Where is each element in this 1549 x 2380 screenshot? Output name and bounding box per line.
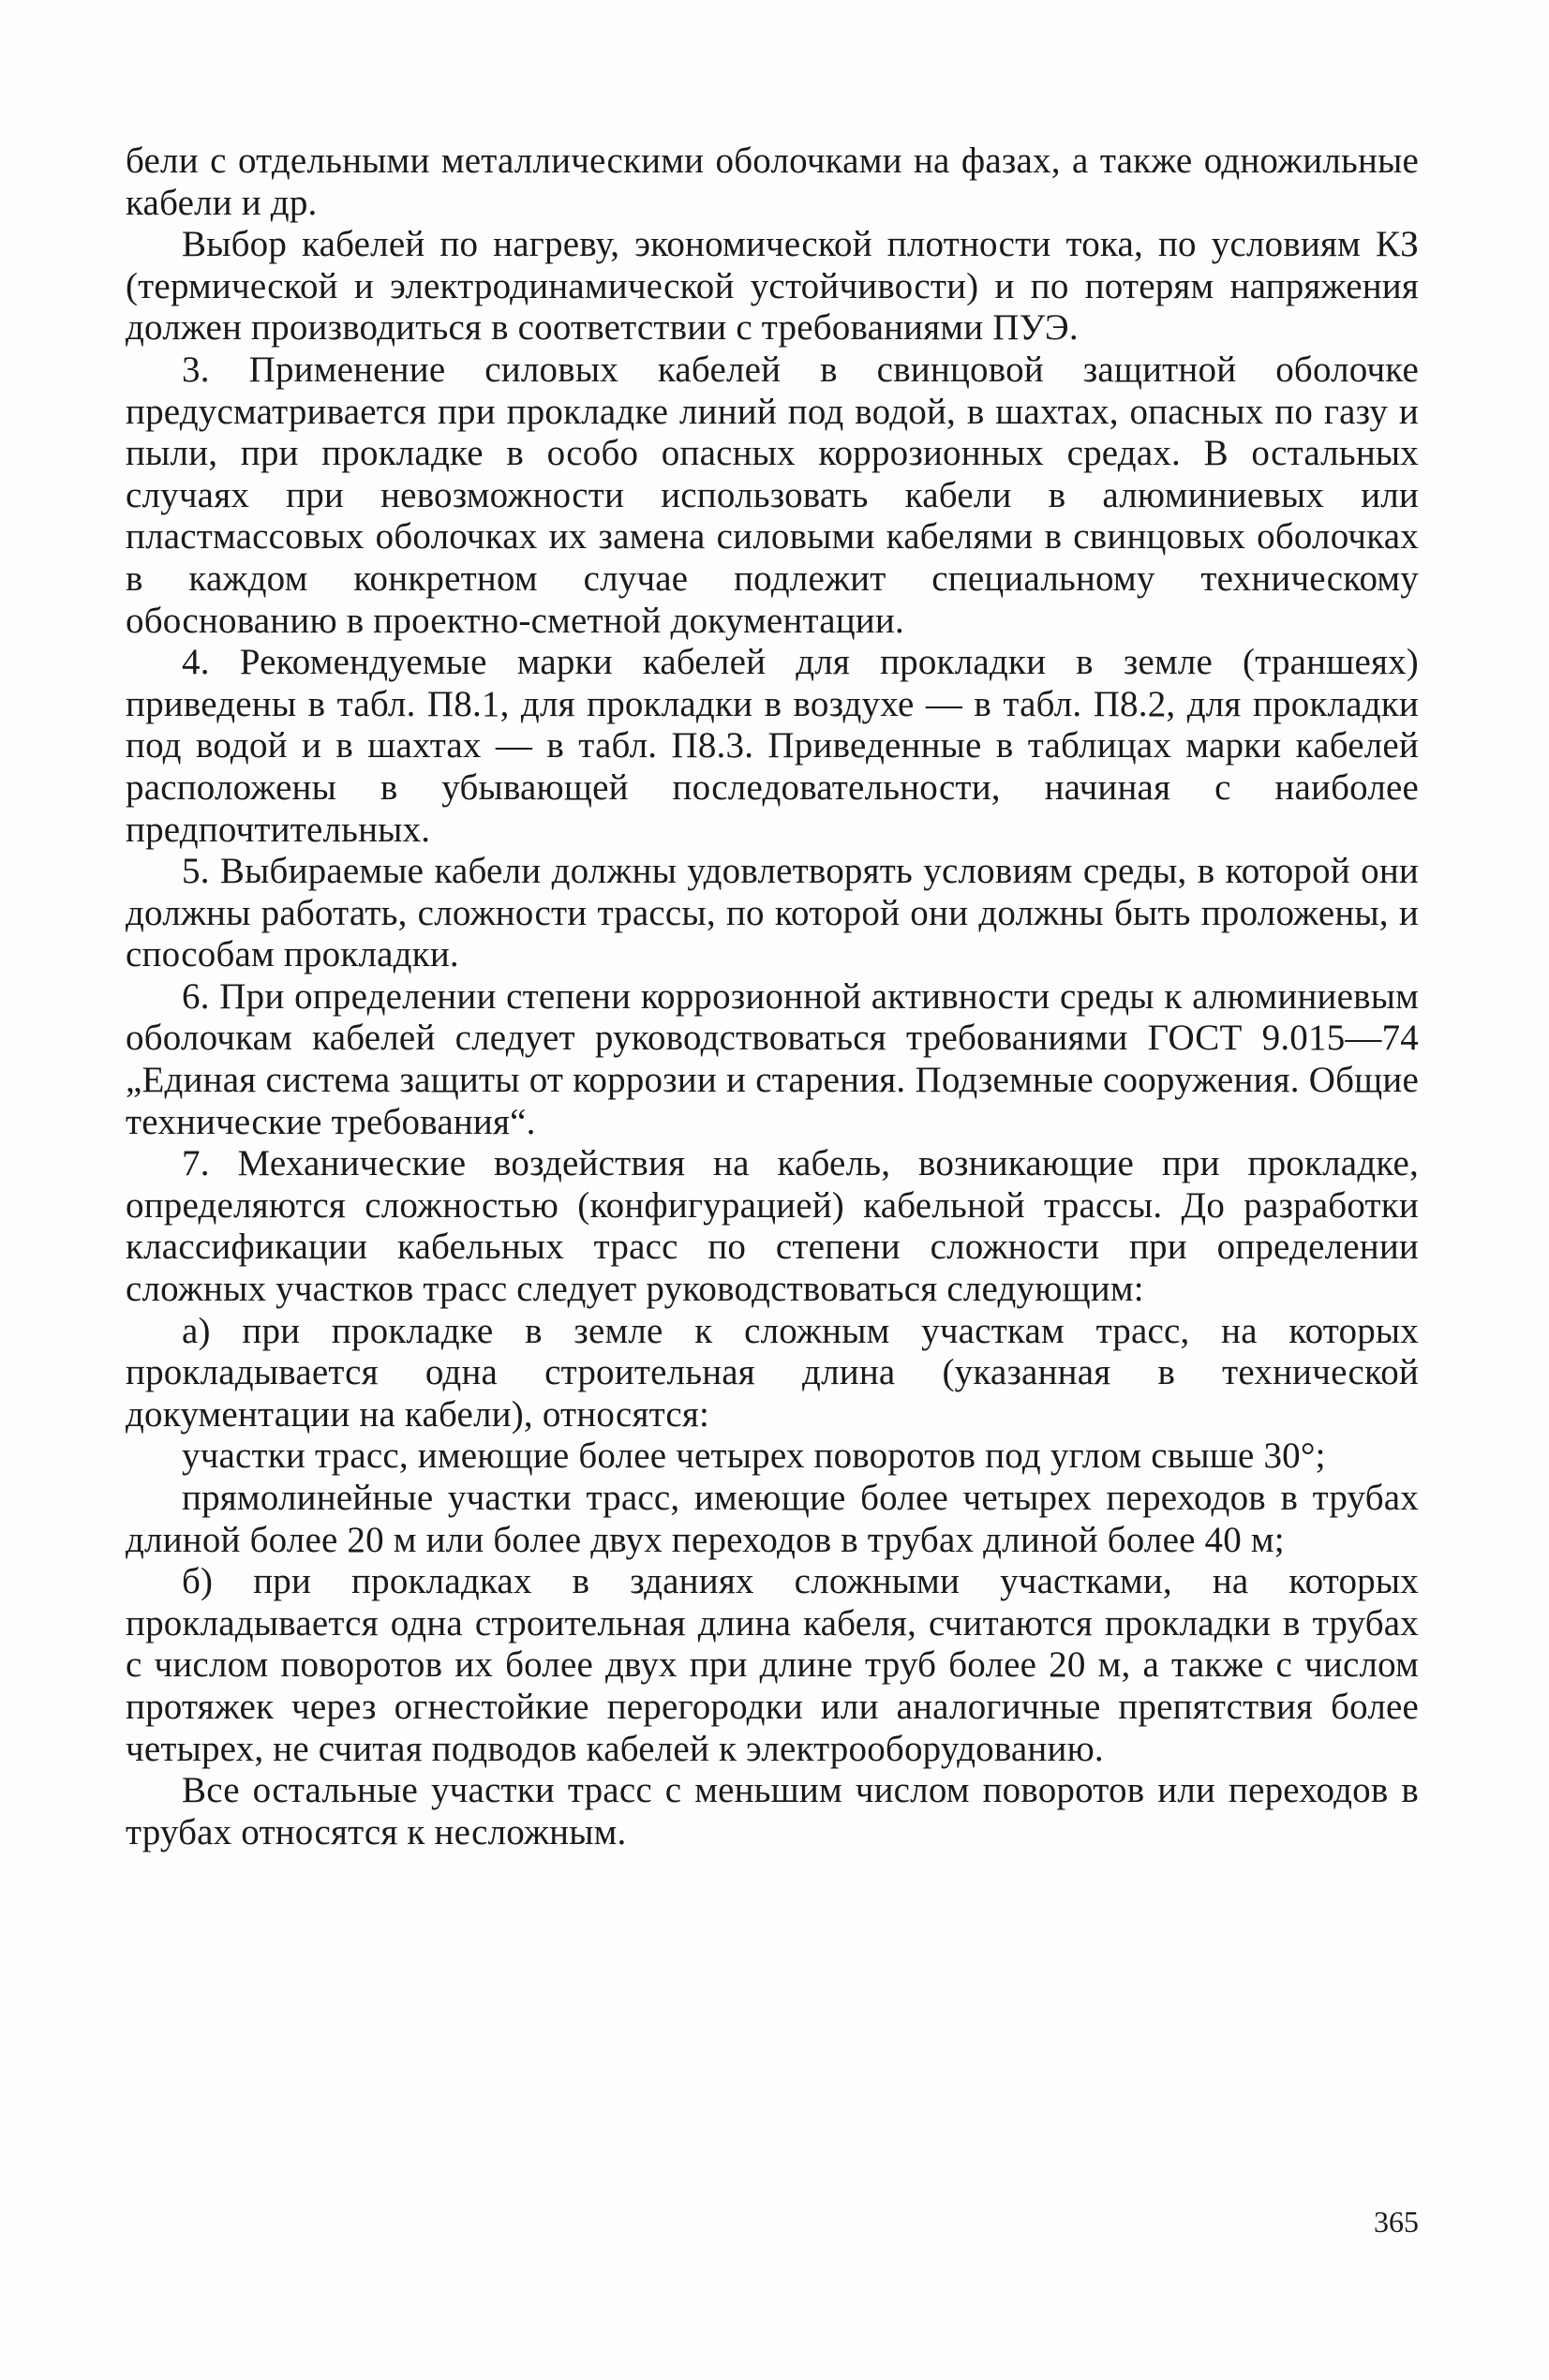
paragraph-continuation: бели с отдельными металлическими оболочками на фазах, а также одножильные кабели и др. [126, 141, 1419, 223]
paragraph-item-7: 7. Механические воздействия на кабель, возникающие при прокладке, определяются сложностью (конфигурацией) кабельной трассы. До разработки классификации кабельных трасс по степени сложности при определении сложных участков трасс следует руководствоваться следующим: [126, 1143, 1419, 1310]
paragraph-item-3: 3. Применение силовых кабелей в свинцовой защитной оболочке предусматривается при прокладке линий под водой, в шахтах, опасных по газу и пыли, при прокладке в особо опасных коррозионных средах. В остальных случаях при невозможности использовать кабели в алюминиевых или пластмассовых оболочках их замена силовыми кабелями в свинцовых оболочках в каждом конкретном случае подлежит специальному техническому обоснованию в проектно-сметной документации. [126, 349, 1419, 641]
body-text [126, 141, 1419, 1853]
paragraph-item-5: 5. Выбираемые кабели должны удовлетворять условиям среды, в которой они должны работать, сложности трассы, по которой они должны быть проложены, и способам прокладки. [126, 851, 1419, 975]
paragraph-remaining-sections: Все остальные участки трасс с меньшим числом поворотов или переходов в трубах относятся к несложным. [126, 1770, 1419, 1852]
paragraph-straight-sections: прямолинейные участки трасс, имеющие более четырех переходов в трубах длиной более 20 м или более двух переходов в трубах длиной более 40 м; [126, 1478, 1419, 1560]
page-number: 365 [1374, 2205, 1419, 2239]
paragraph-item-4: 4. Рекомендуемые марки кабелей для прокладки в земле (траншеях) приведены в табл. П8.1, для прокладки в воздухе — в табл. П8.2, для прокладки под водой и в шахтах — в табл. П8.3. Приведенные в таблицах марки кабелей расположены в убывающей последовательности, начиная с наиболее предпочтительных. [126, 642, 1419, 850]
paragraph-item-7a: а) при прокладке в земле к сложным участкам трасс, на которых прокладывается одна строительная длина (указанная в технической документации на кабели), относятся: [126, 1310, 1419, 1435]
paragraph-item-7b: б) при прокладках в зданиях сложными участками, на которых прокладывается одна строительная длина кабеля, считаются прокладки в трубах с числом поворотов их более двух при длине труб более 20 м, а также с числом протяжек через огнестойкие перегородки или аналогичные препятствия более четырех, не считая подводов кабелей к электрооборудованию. [126, 1561, 1419, 1769]
paragraph-item-6: 6. При определении степени коррозионной активности среды к алюминиевым оболочкам кабелей следует руководствоваться требованиями ГОСТ 9.015—74 „Единая система защиты от коррозии и старения. Подземные сооружения. Общие технические требования“. [126, 975, 1419, 1142]
paragraph-cable-selection: Выбор кабелей по нагреву, экономической плотности тока, по условиям КЗ (термической и электродинамической устойчивости) и по потерям напряжения должен производиться в соответствии с требованиями ПУЭ. [126, 224, 1419, 349]
paragraph-turns-condition: участки трасс, имеющие более четырех поворотов под углом свыше 30°; [182, 1435, 1326, 1477]
